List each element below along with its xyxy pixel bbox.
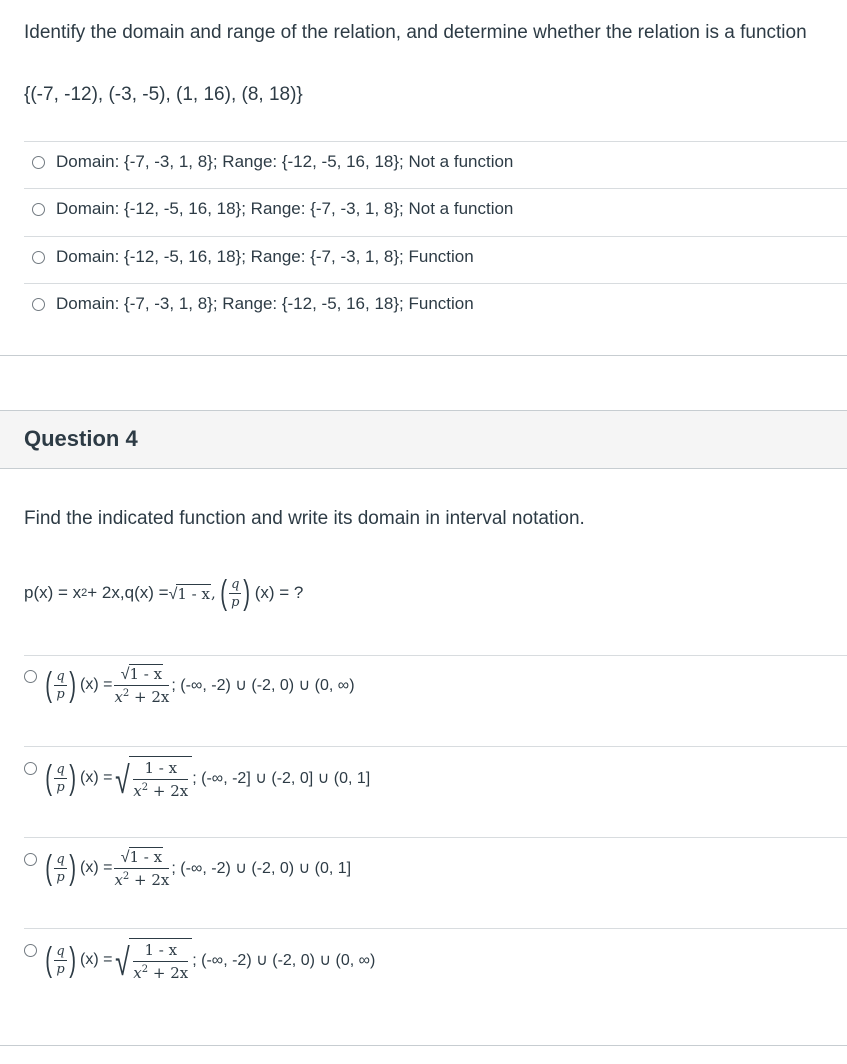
divider: [24, 746, 847, 747]
radio-button[interactable]: [24, 762, 37, 775]
denominator-rest: + 2x: [129, 688, 170, 706]
numerator: 1 - x: [129, 665, 163, 683]
quotient-notation: ( $\frac{q}{p}$ ): [220, 574, 251, 612]
fraction-denominator: p: [231, 594, 240, 610]
exponent: 2: [122, 688, 130, 699]
answer-option-1[interactable]: [32, 152, 513, 172]
numerator: 1 - x: [144, 759, 178, 777]
exponent: 2: [141, 964, 149, 975]
radio-button[interactable]: [32, 251, 45, 264]
denominator-rest: + 2x: [148, 782, 189, 800]
radio-button[interactable]: [24, 670, 37, 683]
answer-fraction: [133, 759, 188, 800]
question-separator: [0, 355, 847, 356]
question-4-prompt: Find the indicated function and write its domain in interval notation.: [24, 508, 585, 529]
radical-sign: √: [115, 942, 131, 984]
divider: [24, 141, 847, 142]
answer-option-1[interactable]: [24, 664, 355, 706]
answer-option-2[interactable]: [32, 199, 513, 219]
answer-label: Domain: {-7, -3, 1, 8}; Range: {-12, -5, 16, 18}; Function: [56, 294, 474, 313]
domain-interval: ; (-∞, -2) ∪ (-2, 0) ∪ (0, ∞): [192, 952, 376, 969]
question-separator: [0, 1045, 847, 1046]
divider: [24, 655, 847, 656]
domain-interval: ; (-∞, -2) ∪ (-2, 0) ∪ (0, 1]: [171, 860, 352, 877]
equals: (x) =: [79, 951, 113, 968]
quotient-notation: ( $\frac{q}{p}$ ): [45, 759, 76, 797]
fraction-denominator: p: [56, 869, 65, 885]
quotient-notation: ( $\frac{q}{p}$ ): [45, 941, 76, 979]
fraction-numerator: q: [56, 943, 65, 959]
answer-option-3[interactable]: [24, 847, 351, 889]
denominator-rest: + 2x: [148, 964, 189, 982]
answer-fraction: [114, 664, 169, 706]
quotient-notation: ( $\frac{q}{p}$ ): [45, 849, 76, 887]
radio-button[interactable]: [32, 156, 45, 169]
question-title: Question 4: [24, 426, 138, 451]
comma: ,: [210, 584, 216, 602]
denominator-rest: + 2x: [129, 871, 170, 889]
q-definition-lhs: q(x) =: [124, 583, 169, 602]
divider: [24, 928, 847, 929]
domain-interval: ; (-∞, -2) ∪ (-2, 0) ∪ (0, ∞): [171, 677, 355, 694]
denominator-x: x: [133, 964, 142, 982]
fraction-denominator: p: [56, 961, 65, 977]
radicand: 1 - x: [177, 584, 210, 603]
fraction-denominator: p: [56, 779, 65, 795]
radio-button[interactable]: [32, 298, 45, 311]
fraction-numerator: q: [56, 761, 65, 777]
question-ask: (x) = ?: [254, 583, 304, 602]
equals: (x) =: [79, 859, 113, 876]
p-definition-lhs: p(x) = x: [24, 583, 82, 602]
divider: [24, 837, 847, 838]
answer-fraction: [133, 941, 188, 982]
square-root: [169, 584, 211, 603]
radio-button[interactable]: [24, 853, 37, 866]
answer-label: Domain: {-12, -5, 16, 18}; Range: {-7, -3, 1, 8}; Function: [56, 247, 474, 266]
radical-sign: √: [115, 760, 131, 802]
answer-option-2[interactable]: [24, 756, 370, 800]
radio-button[interactable]: [24, 944, 37, 957]
radio-button[interactable]: [32, 203, 45, 216]
answer-option-3[interactable]: [32, 247, 474, 267]
p-definition-rest: + 2x,: [87, 583, 125, 602]
answer-label: Domain: {-7, -3, 1, 8}; Range: {-12, -5, 16, 18}; Not a function: [56, 152, 514, 171]
fraction-numerator: q: [56, 668, 65, 684]
divider: [24, 283, 847, 284]
quotient-notation: ( $\frac{q}{p}$ ): [45, 666, 76, 704]
equals: (x) =: [79, 769, 113, 786]
numerator: 1 - x: [144, 941, 178, 959]
question-3-prompt: Identify the domain and range of the relation, and determine whether the relation is a function: [24, 22, 807, 43]
domain-interval: ; (-∞, -2] ∪ (-2, 0] ∪ (0, 1]: [192, 770, 371, 787]
denominator-x: x: [133, 782, 142, 800]
given-functions: [24, 566, 303, 620]
fraction-numerator: q: [231, 576, 240, 592]
answer-label: Domain: {-12, -5, 16, 18}; Range: {-7, -3, 1, 8}; Not a function: [56, 199, 514, 218]
denominator-x: x: [114, 871, 123, 889]
denominator-x: x: [114, 688, 123, 706]
radical-sign: √: [120, 666, 130, 683]
divider: [24, 236, 847, 237]
radical-sign: √: [120, 849, 130, 866]
equals: (x) =: [79, 676, 113, 693]
exponent: 2: [141, 782, 149, 793]
question-header: [0, 410, 847, 469]
exponent: 2: [81, 587, 88, 599]
divider: [24, 188, 847, 189]
square-root: [112, 756, 192, 800]
answer-fraction: [114, 847, 169, 889]
square-root: [112, 938, 192, 982]
relation-set: {(-7, -12), (-3, -5), (1, 16), (8, 18)}: [24, 84, 303, 105]
numerator: 1 - x: [129, 848, 163, 866]
answer-option-4[interactable]: [32, 294, 474, 314]
fraction-numerator: q: [56, 851, 65, 867]
radical-sign: √: [168, 585, 178, 603]
exponent: 2: [122, 871, 130, 882]
fraction-denominator: p: [56, 686, 65, 702]
answer-option-4[interactable]: [24, 938, 375, 982]
